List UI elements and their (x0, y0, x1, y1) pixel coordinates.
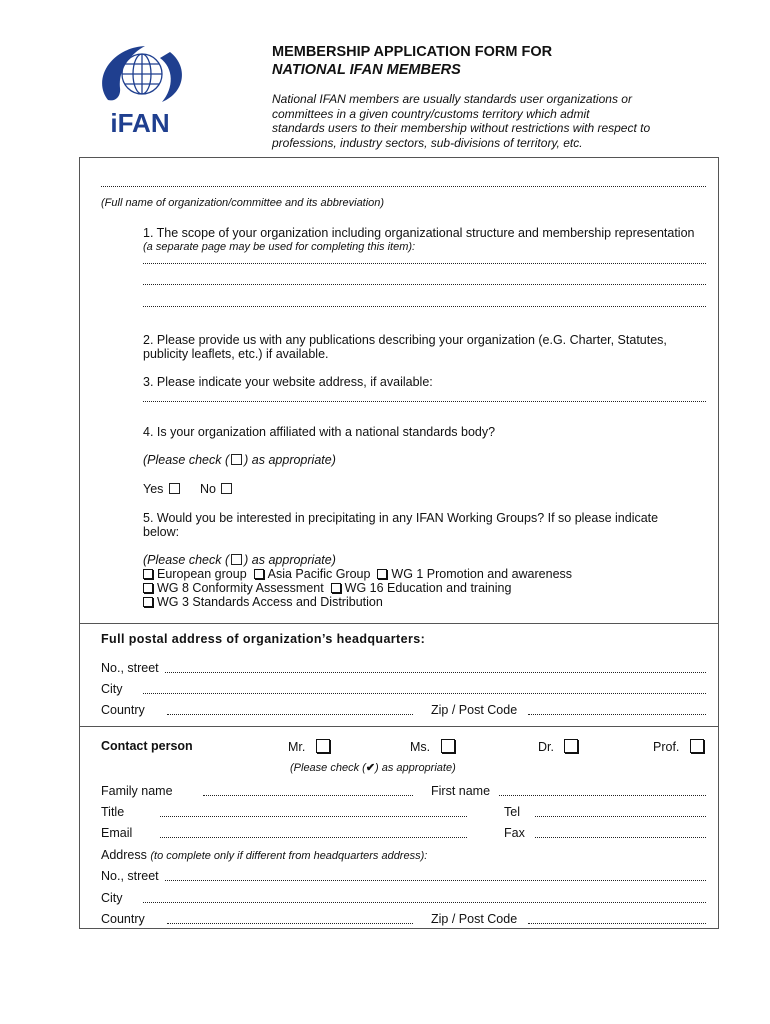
salutation-prof[interactable] (653, 739, 704, 754)
section-divider-postal (79, 623, 719, 624)
mr-checkbox[interactable] (316, 739, 330, 753)
question-5-line-2: below: (143, 525, 180, 539)
check-instruction-2 (143, 553, 336, 567)
fax-field[interactable] (535, 837, 706, 838)
globe-icon (122, 54, 162, 94)
salutation-ms[interactable] (410, 739, 455, 754)
wg16-checkbox[interactable] (331, 583, 341, 593)
question-2-line-2: publicity leaflets, etc.) if available. (143, 347, 329, 361)
contact-city-label: City (101, 891, 123, 905)
check-note-start: (Please check ( (143, 453, 230, 467)
checkmark-icon: ✔ (365, 762, 376, 774)
website-field[interactable] (143, 401, 706, 402)
dr-label: Dr. (538, 740, 554, 754)
ms-label: Ms. (410, 740, 431, 754)
wg8-checkbox[interactable] (143, 583, 153, 593)
no-checkbox[interactable] (221, 483, 232, 494)
asia-pacific-label: Asia Pacific Group (267, 567, 371, 581)
postal-zip-field[interactable] (528, 714, 706, 715)
postal-country-label: Country (101, 703, 145, 717)
check-note-start: (Please check ( (290, 762, 366, 774)
intro-line-4: professions, industry sectors, sub-divisions of territory, etc. (272, 135, 583, 150)
wg1-label: WG 1 Promotion and awareness (391, 567, 573, 581)
address-note: (to complete only if different from headquarters address): (150, 850, 428, 862)
postal-heading: Full postal address of organization’s headquarters: (101, 632, 426, 646)
postal-street-label: No., street (101, 661, 159, 675)
wg-row-1 (143, 567, 572, 581)
check-note-end: ) as appropriate) (244, 453, 336, 467)
contact-zip-field[interactable] (528, 923, 706, 924)
asia-pacific-checkbox[interactable] (254, 569, 264, 579)
salutation-dr[interactable] (538, 739, 578, 754)
salutation-mr[interactable] (288, 739, 330, 754)
title-field[interactable] (160, 816, 467, 817)
prof-checkbox[interactable] (690, 739, 704, 753)
check-instruction-1 (143, 453, 336, 467)
prof-label: Prof. (653, 740, 680, 754)
contact-city-field[interactable] (143, 902, 706, 903)
yes-label: Yes (143, 482, 164, 496)
question-3: 3. Please indicate your website address, if available: (143, 375, 433, 389)
first-name-label: First name (431, 784, 491, 798)
affiliation-yes[interactable] (143, 482, 182, 496)
postal-city-label: City (101, 682, 123, 696)
checkbox-glyph-icon (231, 454, 242, 465)
title-line-1: MEMBERSHIP APPLICATION FORM FOR (272, 44, 553, 60)
yes-checkbox[interactable] (169, 483, 180, 494)
intro-text (272, 92, 702, 150)
logo-text: iFAN (110, 108, 170, 138)
wg16-label: WG 16 Education and training (344, 581, 512, 595)
check-note-end: ) as appropriate) (244, 553, 336, 567)
title-label: Title (101, 805, 125, 819)
contact-zip-label: Zip / Post Code (431, 912, 518, 926)
first-name-field[interactable] (499, 795, 706, 796)
scope-field-1[interactable] (143, 263, 706, 264)
wg3-checkbox[interactable] (143, 597, 153, 607)
contact-country-label: Country (101, 912, 145, 926)
contact-country-field[interactable] (167, 923, 413, 924)
email-label: Email (101, 826, 133, 840)
intro-line-2: committees in a given country/customs territory which admit (272, 106, 590, 121)
wg3-label: WG 3 Standards Access and Distribution (157, 595, 383, 609)
logo-swoosh-right (160, 52, 182, 102)
wg1-checkbox[interactable] (377, 569, 387, 579)
address-label: Address (101, 848, 147, 862)
wg8-label: WG 8 Conformity Assessment (157, 581, 324, 595)
title-line-2: NATIONAL IFAN MEMBERS (272, 62, 461, 78)
tel-field[interactable] (535, 816, 706, 817)
email-field[interactable] (160, 837, 467, 838)
question-1: 1. The scope of your organization including organizational structure and membership representation (143, 226, 695, 240)
contact-heading: Contact person (101, 739, 193, 753)
question-2-line-1: 2. Please provide us with any publications describing your organization (e.G. Charter, Statutes, (143, 333, 667, 347)
check-note-start: (Please check ( (143, 553, 230, 567)
question-1-note: (a separate page may be used for completing this item): (143, 241, 416, 253)
intro-line-3: standards users to their membership without restrictions with respect to (272, 121, 651, 136)
wg-row-3 (143, 595, 383, 609)
postal-zip-label: Zip / Post Code (431, 703, 518, 717)
dr-checkbox[interactable] (564, 739, 578, 753)
ms-checkbox[interactable] (441, 739, 455, 753)
scope-field-2[interactable] (143, 284, 706, 285)
family-name-field[interactable] (203, 795, 413, 796)
scope-field-3[interactable] (143, 306, 706, 307)
fax-label: Fax (504, 826, 525, 840)
contact-street-field[interactable] (165, 880, 706, 881)
salutation-instruction (290, 761, 456, 774)
wg-row-2 (143, 581, 511, 595)
no-label: No (200, 482, 216, 496)
european-group-label: European group (157, 567, 247, 581)
family-name-label: Family name (101, 784, 173, 798)
check-note-end: ) as appropriate) (375, 762, 456, 774)
contact-street-label: No., street (101, 869, 159, 883)
postal-country-field[interactable] (167, 714, 413, 715)
intro-line-1: National IFAN members are usually standards user organizations or (272, 92, 632, 106)
form-frame (79, 157, 719, 929)
postal-street-field[interactable] (165, 672, 706, 673)
section-divider-contact (79, 726, 719, 727)
contact-address-label (101, 848, 427, 862)
question-5-line-1: 5. Would you be interested in precipitating in any IFAN Working Groups? If so please indicate (143, 511, 659, 525)
checkbox-glyph-icon (231, 554, 242, 565)
mr-label: Mr. (288, 740, 306, 754)
european-group-checkbox[interactable] (143, 569, 153, 579)
org-name-caption: (Full name of organization/committee and its abbreviation) (101, 197, 385, 209)
affiliation-no[interactable] (200, 482, 234, 496)
org-name-field[interactable] (101, 186, 706, 187)
tel-label: Tel (504, 805, 520, 819)
form-title (272, 43, 552, 79)
question-4: 4. Is your organization affiliated with a national standards body? (143, 425, 496, 439)
postal-city-field[interactable] (143, 693, 706, 694)
ifan-logo (90, 40, 190, 140)
